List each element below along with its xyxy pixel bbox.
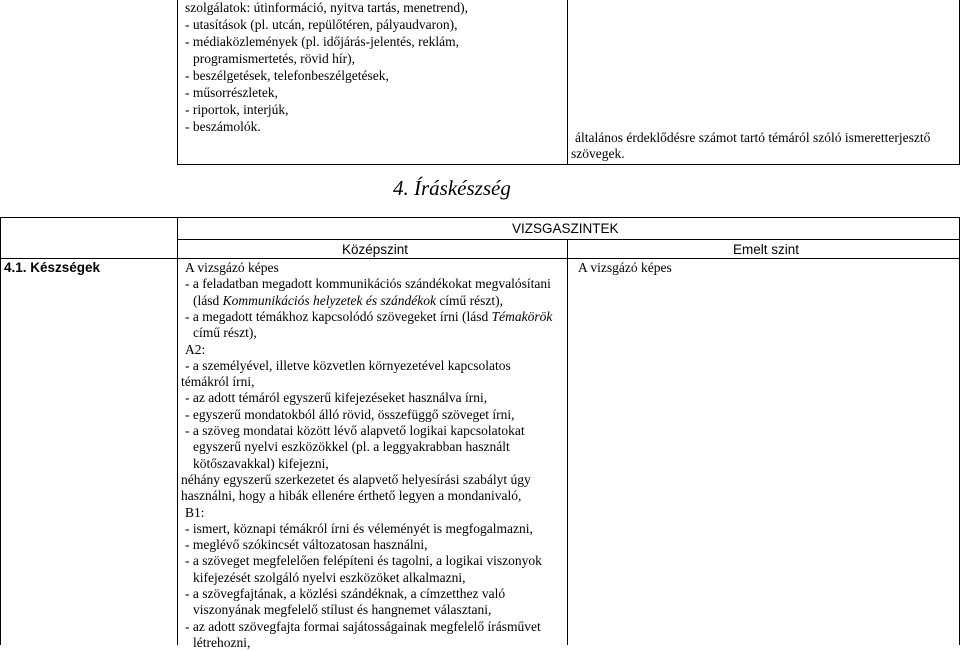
text-line [185,537,428,553]
text-line [185,390,487,406]
table-header-bottom [0,258,960,259]
top-table-bottom-border [177,164,960,165]
text-line [185,586,505,602]
header-vizsgaszintek: VIZSGASZINTEK [512,221,619,236]
table-left-border [0,217,1,645]
text-span: (lásd [193,292,223,308]
header-emelt-szint: Emelt szint [733,242,800,257]
text-line [185,553,542,569]
text-span: használni, hogy a hibák ellenére érthető legyen a mondanivaló, [181,488,522,504]
top-table-left-border [177,0,178,164]
top-table-divider [567,0,568,164]
text-line [181,374,254,390]
text-line [185,309,552,325]
section-title: 4. Íráskészség [393,176,511,200]
text-span: - a személyével, illetve közvetlen környezetével kapcsolatos [185,357,511,373]
text-line [578,260,672,276]
top-left-line: programismertetés, rövid hír), [193,51,355,66]
header-kozepszint: Középszint [342,242,409,257]
top-right-line: szövegek. [571,146,625,161]
text-span: - a szöveget megfelelően felépíteni és tagolni, a logikai viszonyok [185,553,542,569]
text-span: című részt), [435,292,504,308]
top-right-line: általános érdeklődésre számot tartó témáról szóló ismeretterjesztő [575,130,931,145]
text-line [193,439,510,455]
table-col-divider-2 [567,239,568,645]
text-line [185,407,515,423]
text-line [185,276,551,292]
text-span: témákról írni, [181,374,255,390]
text-line [181,488,521,504]
top-left-line: - médiaközlemények (pl. időjárás-jelentés, reklám, [185,34,460,49]
text-span: kifejezését szolgáló nyelvi eszközöket alkalmazni, [193,569,466,585]
text-line [193,456,329,472]
text-span: - a feladatban megadott kommunikációs szándékokat megvalósítani [185,276,551,292]
text-span: - az adott témáról egyszerű kifejezéseket használva írni, [185,390,488,406]
text-span: A2: [185,341,206,357]
italic-ref: Kommunikációs helyzetek és szándékok [222,292,436,308]
text-span: - a szöveg mondatai között lévő alapvető logikai kapcsolatokat [185,423,525,438]
top-left-line: - riportok, interjúk, [185,102,289,117]
text-span: A vizsgázó képes [578,260,672,275]
text-line [193,602,491,618]
text-span: néhány egyszerű szerkezetet és alapvető helyesírási szabályt úgy [181,471,531,487]
text-line [185,505,205,521]
text-span: - egyszerű mondatokból álló rövid, összefüggő szöveget írni, [185,406,515,422]
text-span: - az adott szövegfajta formai sajátosságainak megfelelő írásművet [185,618,541,634]
text-span: - a szövegfajtának, a közlési szándéknak, a címzetthez való [185,586,506,601]
row-label-keszsegek: 4.1. Készségek [4,260,101,275]
table-top-border [0,217,960,218]
italic-ref: Témakörök [491,308,553,324]
text-line [185,358,511,374]
text-line [193,635,250,651]
text-span: - a megadott témákhoz kapcsolódó szövegeket írni (lásd [185,308,492,324]
text-line [193,293,503,309]
text-line [185,521,533,537]
text-span: létrehozni, [193,634,251,650]
top-left-line: - beszámolók. [185,119,261,134]
text-line [193,570,466,586]
text-span: kötőszavakkal) kifejezni, [193,455,329,471]
text-span: egyszerű nyelvi eszközökkel (pl. a leggyakrabban használt [193,439,510,455]
text-line [185,342,205,358]
text-line [193,325,257,341]
text-span: A vizsgázó képes [185,260,279,275]
top-left-line: - műsorrészletek, [185,85,278,100]
table-header-divider [177,239,960,240]
text-span: viszonyának megfelelő stílust és hangnemet választani, [193,602,492,618]
top-left-line: - utasítások (pl. utcán, repülőtéren, pályaudvaron), [185,17,458,32]
text-line [185,423,525,439]
text-span: B1: [185,504,205,520]
text-line [185,260,279,276]
text-span: - meglévő szókincsét változatosan használni, [185,537,428,553]
text-line [181,472,531,488]
text-span: - ismert, köznapi témákról írni és véleményét is megfogalmazni, [185,520,533,536]
text-span: című részt), [193,325,257,341]
table-col-divider-1 [177,217,178,645]
text-line [185,619,541,635]
top-left-line: - beszélgetések, telefonbeszélgetések, [185,68,389,83]
top-left-line: szolgálatok: útinformáció, nyitva tartás, menetrend), [185,0,469,15]
